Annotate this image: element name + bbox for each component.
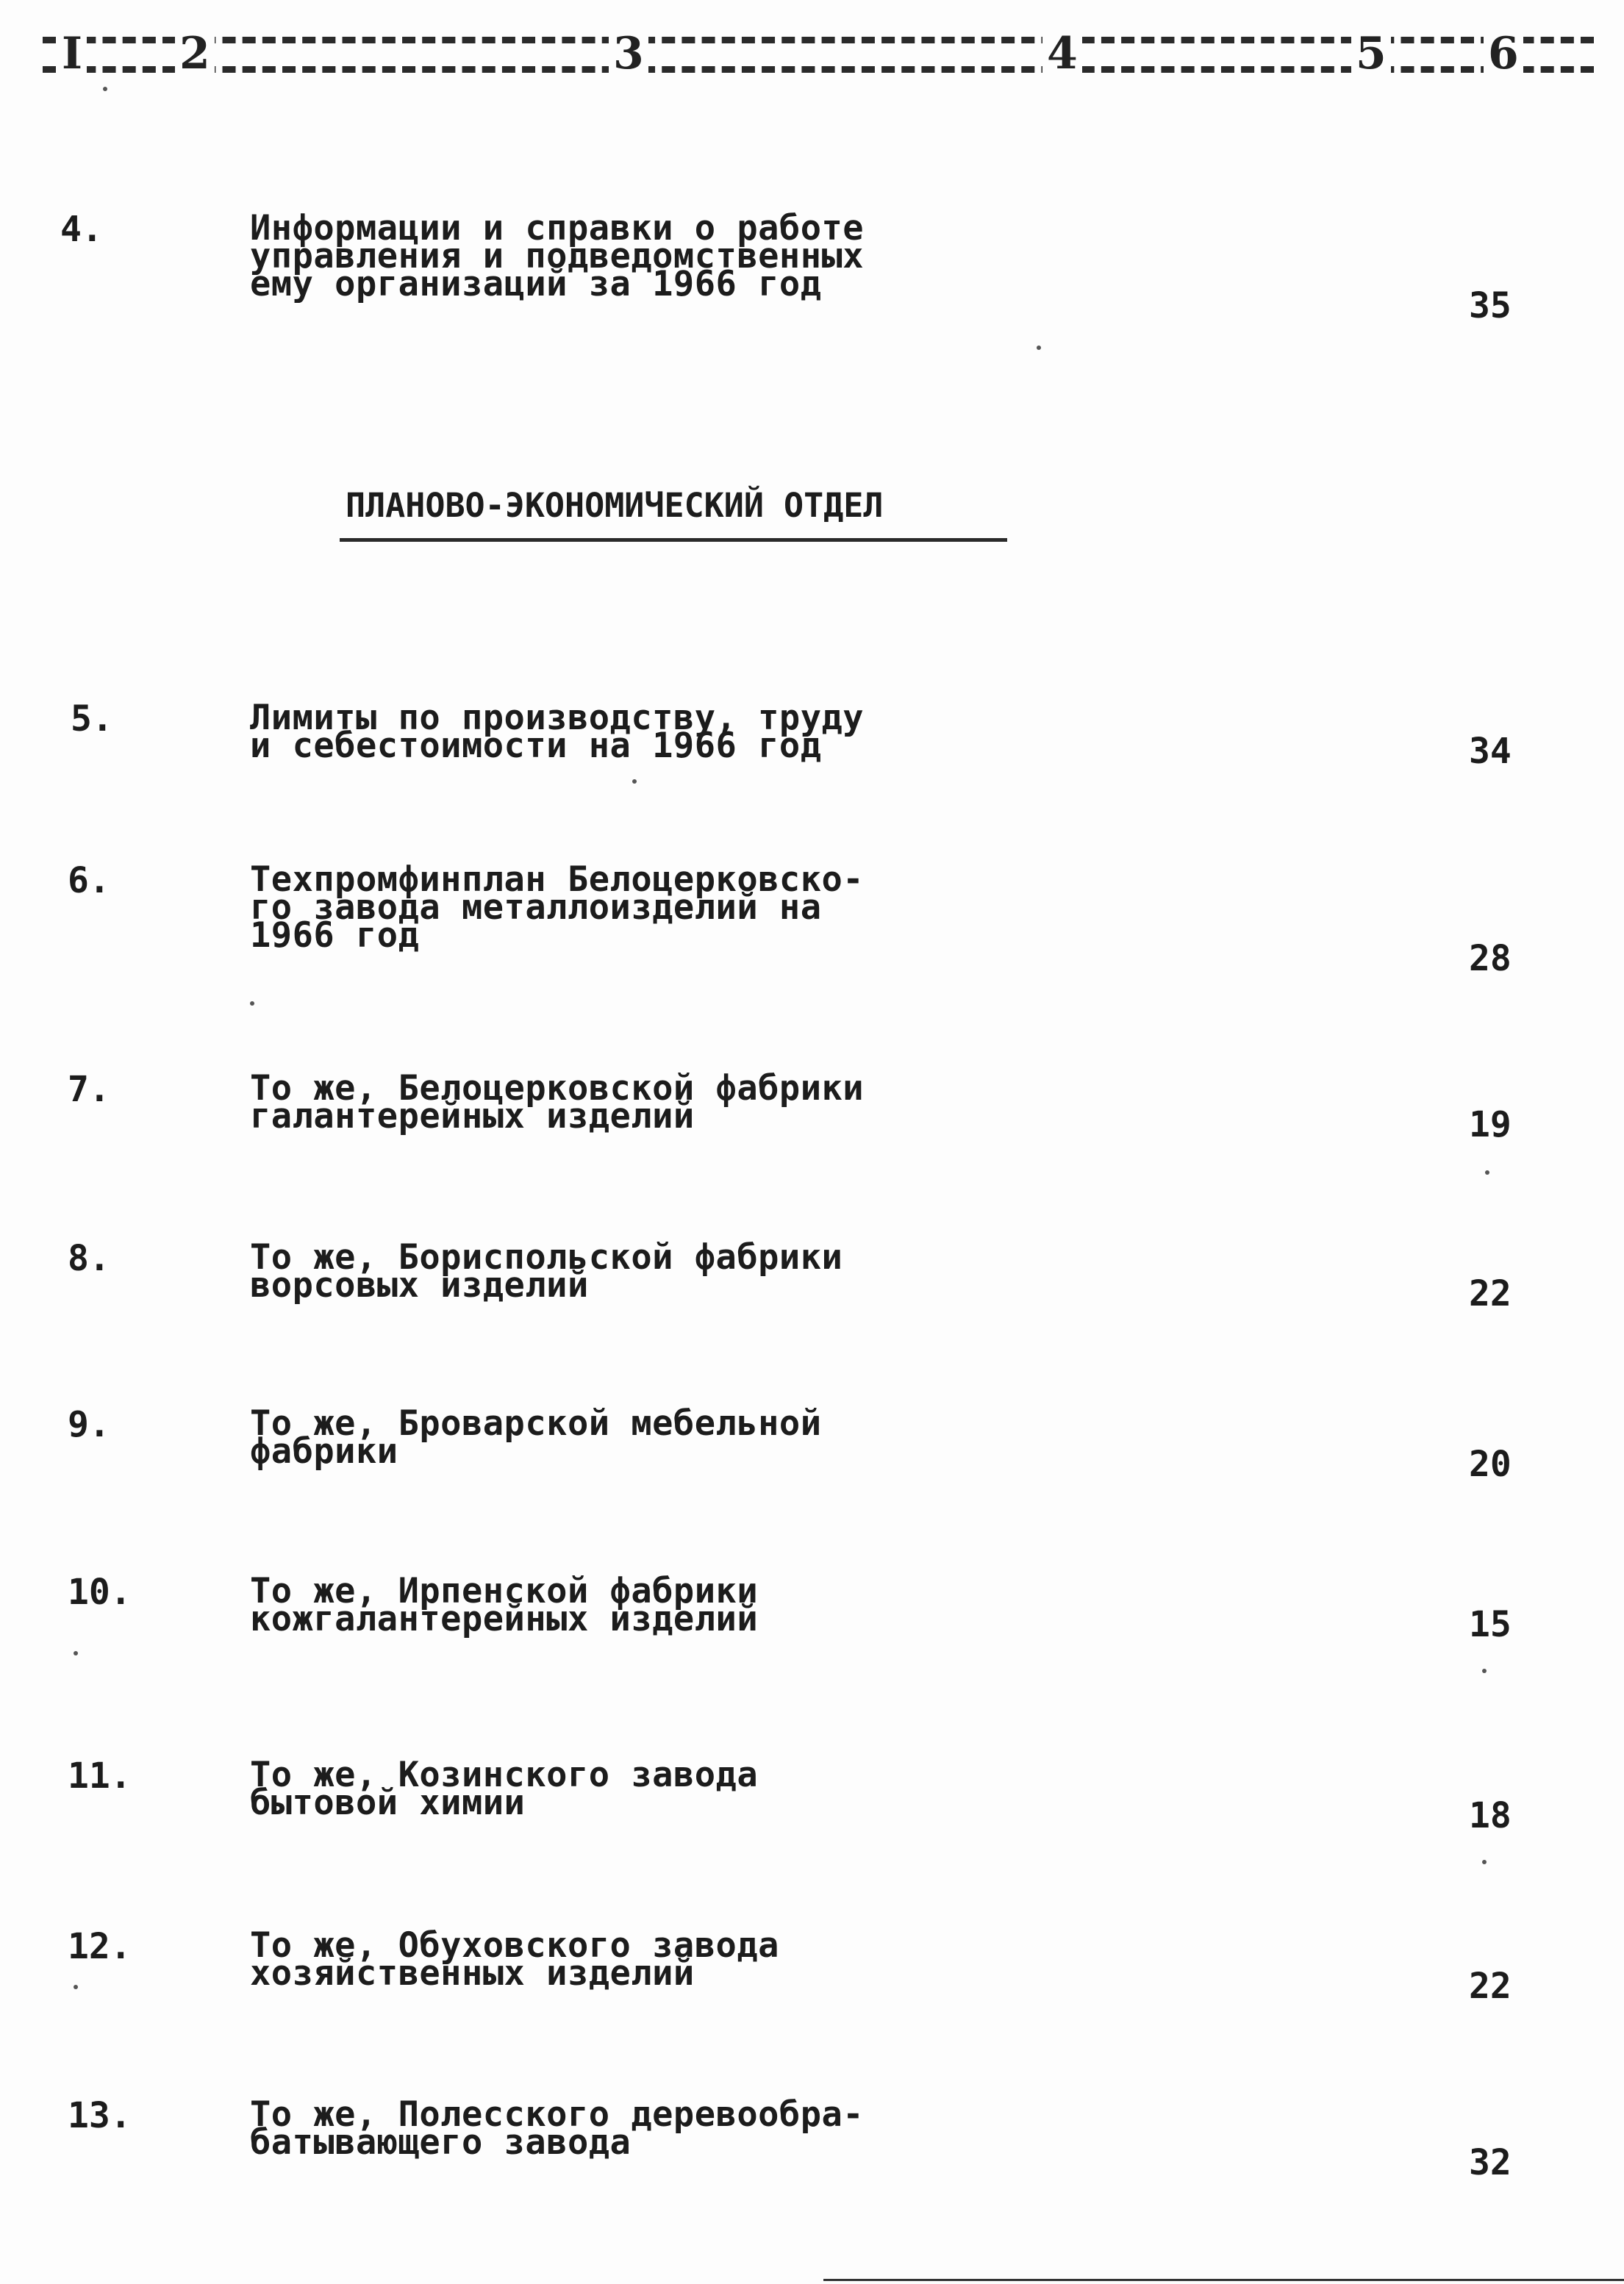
column-header-ruler xyxy=(43,28,1594,79)
entry-number: 13. xyxy=(68,2095,132,2136)
entry-sheet-count: 19 xyxy=(1469,1104,1512,1145)
entry-sheet-count: 34 xyxy=(1469,731,1512,772)
entry-number: 5. xyxy=(71,698,113,740)
page-bottom-rule xyxy=(823,2279,1624,2281)
entry-sheet-count: 22 xyxy=(1469,1966,1512,2007)
scan-speck xyxy=(1482,1669,1487,1673)
entry-sheet-count: 32 xyxy=(1469,2142,1512,2183)
scan-speck xyxy=(1485,1170,1489,1175)
entry-title: Техпромфинплан Белоцерковско- го завода металлоизделий на 1966 год xyxy=(250,859,865,956)
entry-title: Лимиты по производству, труду и себестоимости на 1966 год xyxy=(250,698,865,766)
entry-number: 7. xyxy=(68,1069,110,1110)
entry-sheet-count: 20 xyxy=(1469,1444,1512,1485)
column-number: 5 xyxy=(1351,28,1391,79)
entry-sheet-count: 28 xyxy=(1469,938,1512,979)
entry-number: 4. xyxy=(60,209,103,250)
entry-title: То же, Полесского деревообра- батывающего завода xyxy=(250,2094,865,2163)
scan-speck xyxy=(1037,346,1041,350)
entry-number: 12. xyxy=(68,1926,132,1967)
entry-number: 8. xyxy=(68,1238,110,1279)
entry-title: То же, Козинского завода бытовой химии xyxy=(250,1755,759,1823)
entry-number: 11. xyxy=(68,1755,132,1797)
column-number: 6 xyxy=(1484,28,1523,79)
scan-speck xyxy=(632,779,637,784)
entry-number: 10. xyxy=(68,1572,132,1613)
entry-title: То же, Ирпенской фабрики кожгалантерейных изделий xyxy=(250,1571,759,1639)
section-heading-underline xyxy=(340,538,1007,542)
scan-speck xyxy=(103,87,107,91)
entry-sheet-count: 35 xyxy=(1469,285,1512,326)
scan-speck xyxy=(1482,1860,1487,1864)
entry-sheet-count: 15 xyxy=(1469,1604,1512,1645)
entry-number: 6. xyxy=(68,860,110,901)
column-number: 4 xyxy=(1042,28,1082,79)
entry-title: То же, Обуховского завода хозяйственных изделий xyxy=(250,1925,779,1994)
scan-speck xyxy=(250,1001,254,1006)
scan-speck xyxy=(74,1651,78,1655)
section-heading: ПЛАНОВО-ЭКОНОМИЧЕСКИЙ ОТДЕЛ xyxy=(346,486,884,525)
entry-title: То же, Белоцерковской фабрики галантерейных изделий xyxy=(250,1068,865,1136)
entry-sheet-count: 22 xyxy=(1469,1273,1512,1314)
column-number: 3 xyxy=(609,28,648,79)
entry-title: Информации и справки о работе управления и подведомственных ему организаций за 1966 год xyxy=(250,208,865,304)
entry-title: То же, Бориспольской фабрики ворсовых изделий xyxy=(250,1237,843,1306)
entry-title: То же, Броварской мебельной фабрики xyxy=(250,1403,822,1472)
column-number: I xyxy=(57,28,87,79)
entry-sheet-count: 18 xyxy=(1469,1795,1512,1836)
scan-speck xyxy=(74,1985,78,1989)
column-number: 2 xyxy=(175,28,215,79)
entry-number: 9. xyxy=(68,1404,110,1445)
